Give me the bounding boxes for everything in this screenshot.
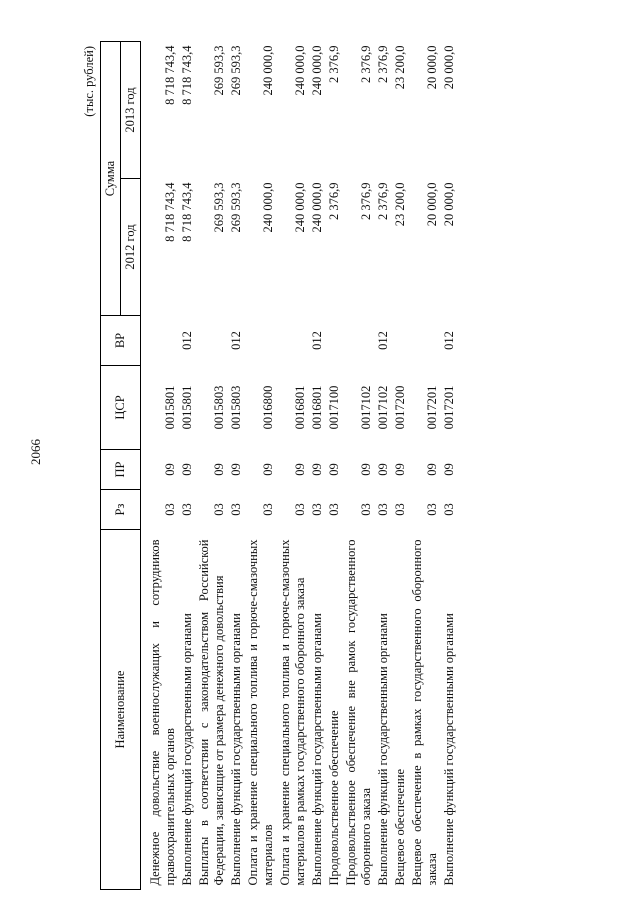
table-row: [228, 42, 245, 890]
row-name: Продовольственное обеспечение вне рамок государственного оборонного заказа: [344, 539, 373, 886]
row-pr: 09: [425, 463, 439, 476]
table-row: [409, 42, 441, 890]
row-csr: 0016800: [261, 385, 275, 430]
row-rz: 03: [293, 503, 307, 516]
row-sum-2012: 269 593,3: [212, 182, 226, 233]
row-rz: 03: [180, 503, 194, 516]
row-rz: 03: [261, 503, 275, 516]
row-name: Денежное довольствие военнослужащих и сотрудников правоохранительных органов: [148, 539, 177, 886]
header-rz: Рз: [101, 490, 141, 530]
row-sum-2013: 2 376,9: [376, 45, 390, 83]
row-name: Оплата и хранение специального топлива и горюче-смазочных материалов в рамках государственного оборонного заказа: [278, 539, 307, 886]
row-name: Выплаты в соответствии с законодательством Российской Федерации, зависящие от размера денежного довольствия: [197, 539, 226, 886]
row-sum-2012: 2 376,9: [376, 182, 390, 220]
budget-table-sheet: [80, 42, 560, 890]
table-row: [309, 42, 326, 890]
header-2012: 2012 год: [121, 179, 141, 316]
row-sum-2012: 269 593,3: [229, 182, 243, 233]
row-vr: [409, 316, 441, 366]
row-vr: 012: [229, 331, 243, 350]
row-pr: 09: [442, 463, 456, 476]
row-sum-2013: 269 593,3: [212, 45, 226, 96]
row-sum-2012: 8 718 743,4: [180, 182, 194, 242]
table-row: [147, 42, 179, 890]
row-pr: 09: [359, 463, 373, 476]
header-name: Наименование: [101, 530, 141, 890]
row-pr: 09: [376, 463, 390, 476]
row-rz: 03: [229, 503, 243, 516]
row-csr: 0017201: [442, 385, 456, 430]
row-vr: [196, 316, 228, 366]
row-csr: 0017102: [359, 385, 373, 430]
row-rz: 03: [359, 503, 373, 516]
row-sum-2013: 240 000,0: [310, 45, 324, 96]
row-csr: 0017102: [376, 385, 390, 430]
row-csr: 0015801: [163, 385, 177, 430]
row-sum-2012: 240 000,0: [293, 182, 307, 233]
row-name: Выполнение функций государственными органами: [229, 613, 243, 886]
row-sum-2013: 8 718 743,4: [163, 45, 177, 105]
header-pr: ПР: [101, 450, 141, 490]
table-row: [245, 42, 277, 890]
row-sum-2012: 2 376,9: [359, 182, 373, 220]
row-pr: 09: [327, 463, 341, 476]
table-row: [392, 42, 409, 890]
row-vr: [343, 316, 375, 366]
row-csr: 0016801: [293, 385, 307, 430]
row-sum-2012: 2 376,9: [327, 182, 341, 220]
table-body: [141, 42, 459, 890]
header-sum: Сумма: [101, 42, 121, 316]
units-label: (тыс. рублей): [82, 46, 96, 117]
table-row: [179, 42, 196, 890]
table-row: [441, 42, 458, 890]
row-csr: 0015803: [212, 385, 226, 430]
row-vr: 012: [376, 331, 390, 350]
row-name: Продовольственное обеспечение: [327, 710, 341, 886]
row-csr: 0015803: [229, 385, 243, 430]
row-vr: [392, 316, 409, 366]
table-row: [375, 42, 392, 890]
row-csr: 0016801: [310, 385, 324, 430]
row-csr: 0017201: [425, 385, 439, 430]
row-vr: 012: [310, 331, 324, 350]
row-sum-2013: 8 718 743,4: [180, 45, 194, 105]
row-sum-2013: 240 000,0: [261, 45, 275, 96]
row-vr: [245, 316, 277, 366]
row-sum-2013: 240 000,0: [293, 45, 307, 96]
row-csr: 0017200: [393, 385, 407, 430]
row-rz: 03: [310, 503, 324, 516]
row-vr: [147, 316, 179, 366]
row-rz: 03: [212, 503, 226, 516]
row-pr: 09: [163, 463, 177, 476]
row-rz: 03: [327, 503, 341, 516]
table-row: [326, 42, 343, 890]
page-number: 2066: [28, 439, 43, 465]
row-sum-2012: 23 200,0: [393, 182, 407, 227]
row-name: Выполнение функций государственными органами: [442, 613, 456, 886]
row-pr: 09: [212, 463, 226, 476]
row-sum-2013: 269 593,3: [229, 45, 243, 96]
row-rz: 03: [425, 503, 439, 516]
row-sum-2013: 2 376,9: [327, 45, 341, 83]
table-row: [343, 42, 375, 890]
row-pr: 09: [180, 463, 194, 476]
row-vr: 012: [180, 331, 194, 350]
row-sum-2012: 8 718 743,4: [163, 182, 177, 242]
header-vr: ВР: [101, 316, 141, 366]
row-pr: 09: [393, 463, 407, 476]
row-vr: 012: [442, 331, 456, 350]
row-name: Вещевое обеспечение в рамках государственного оборонного заказа: [410, 539, 439, 886]
row-name: Выполнение функций государственными органами: [180, 613, 194, 886]
row-rz: 03: [442, 503, 456, 516]
row-csr: 0015801: [180, 385, 194, 430]
row-name: Вещевое обеспечение: [393, 769, 407, 886]
row-csr: 0017100: [327, 385, 341, 430]
row-sum-2012: 240 000,0: [261, 182, 275, 233]
row-sum-2012: 240 000,0: [310, 182, 324, 233]
row-vr: [326, 316, 343, 366]
row-name: Оплата и хранение специального топлива и горюче-смазочных материалов: [246, 539, 275, 886]
row-sum-2012: 20 000,0: [425, 182, 439, 227]
row-name: Выполнение функций государственными органами: [310, 613, 324, 886]
row-rz: 03: [163, 503, 177, 516]
row-sum-2013: 2 376,9: [359, 45, 373, 83]
row-rz: 03: [376, 503, 390, 516]
row-rz: 03: [393, 503, 407, 516]
row-sum-2013: 20 000,0: [442, 45, 456, 90]
row-name: Выполнение функций государственными органами: [376, 613, 390, 886]
header-2013: 2013 год: [121, 42, 141, 179]
row-sum-2012: 20 000,0: [442, 182, 456, 227]
row-pr: 09: [310, 463, 324, 476]
budget-table: [100, 41, 458, 890]
row-pr: 09: [229, 463, 243, 476]
row-sum-2013: 23 200,0: [393, 45, 407, 90]
table-row: [196, 42, 228, 890]
row-pr: 09: [293, 463, 307, 476]
row-pr: 09: [261, 463, 275, 476]
row-vr: [277, 316, 309, 366]
table-row: [277, 42, 309, 890]
header-csr: ЦСР: [101, 366, 141, 450]
row-sum-2013: 20 000,0: [425, 45, 439, 90]
